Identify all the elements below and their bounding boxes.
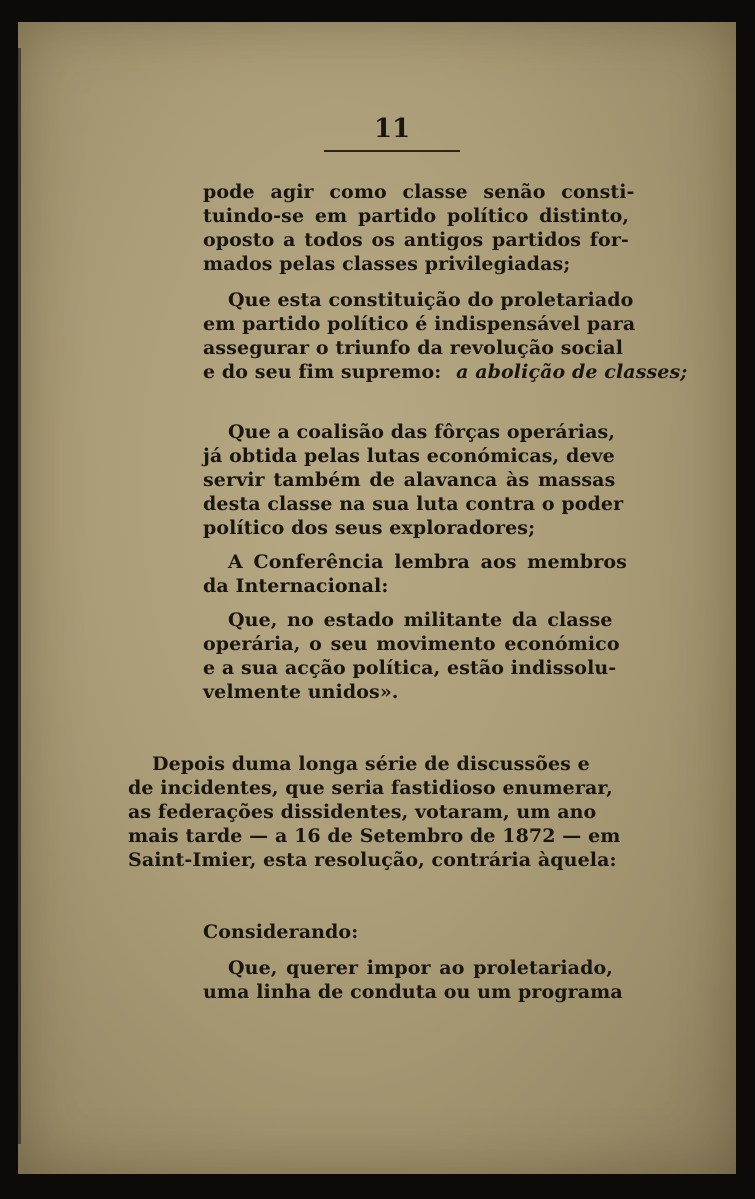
emphasized-phrase: a abolição de classes; — [456, 361, 688, 383]
text-line: da Internacional: — [203, 575, 389, 597]
text-line: mados pelas classes privilegiadas; — [203, 253, 571, 275]
text-line: político dos seus exploradores; — [203, 517, 536, 539]
text-line: velmente unidos». — [203, 681, 399, 703]
page-edge-shadow — [18, 48, 21, 1144]
text-line: Depois duma longa série de discussões e — [152, 753, 590, 775]
book-page — [18, 22, 736, 1174]
text-line: Que esta constituição do proletariado — [228, 289, 634, 311]
text-line: Que a coalisão das fôrças operárias, — [228, 421, 616, 443]
text-line: mais tarde — a 16 de Setembro de 1872 — em — [128, 825, 621, 847]
text-line: oposto a todos os antigos partidos for- — [203, 229, 629, 251]
text-line: Que, querer impor ao proletariado, — [228, 957, 613, 979]
text-line: em partido político é indispensável para — [203, 313, 636, 335]
text-line: Que, no estado militante da classe — [228, 609, 613, 631]
text-line: operária, o seu movimento económico — [203, 633, 620, 655]
text-line: e a sua acção política, estão indissolu- — [203, 657, 617, 679]
text-line: assegurar o triunfo da revolução social — [203, 337, 624, 359]
text-line: desta classe na sua luta contra o poder — [203, 493, 624, 515]
text-line: tuindo-se em partido político distinto, — [203, 205, 630, 227]
text-line: uma linha de conduta ou um programa — [203, 981, 623, 1003]
text-line: Saint-Imier, esta resolução, contrária àquela: — [128, 849, 617, 871]
text-line: Considerando: — [203, 921, 359, 943]
text-line: já obtida pelas lutas económicas, deve — [203, 445, 615, 467]
text-line — [203, 360, 688, 384]
text-line: pode agir como classe senão consti- — [203, 181, 635, 203]
page-number-rule — [324, 150, 460, 152]
text-line: as federações dissidentes, votaram, um ano — [128, 801, 597, 823]
text-segment: e do seu fim supremo: — [203, 361, 442, 383]
page-number: 11 — [374, 114, 411, 144]
text-line: servir também de alavanca às massas — [203, 469, 616, 491]
text-line: A Conferência lembra aos membros — [228, 551, 627, 573]
text-line: de incidentes, que seria fastidioso enumerar, — [128, 777, 613, 799]
